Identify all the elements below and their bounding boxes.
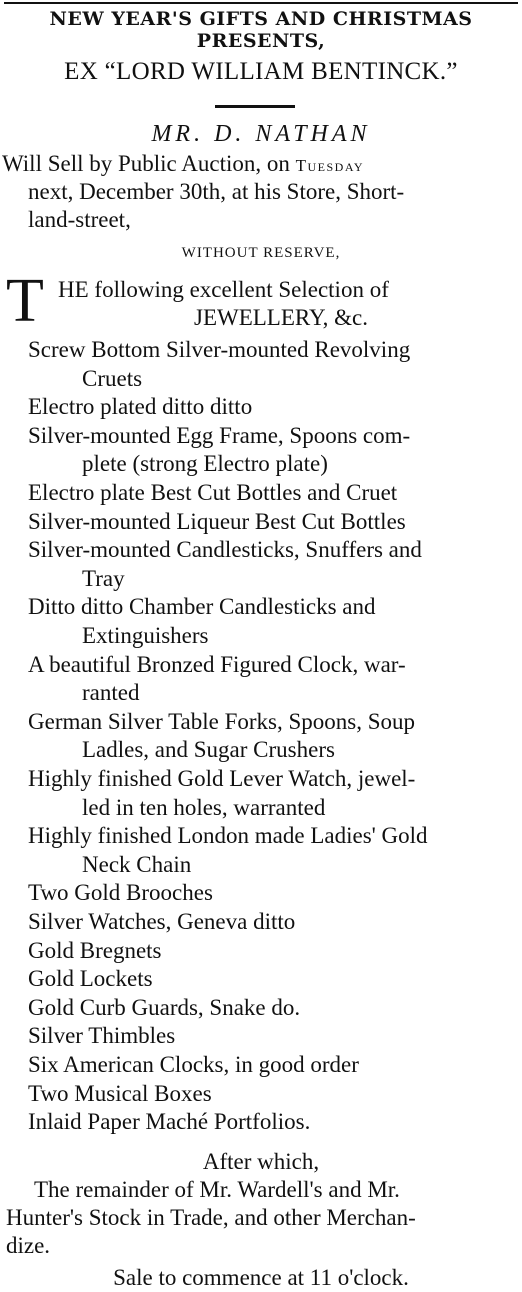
list-item: A beautiful Bronzed Figured Clock, war-	[28, 652, 406, 677]
list-item: Gold Bregnets	[28, 938, 162, 963]
sale-notice-line-3: land-street,	[28, 207, 131, 232]
list-item-continuation: plete (strong Electro plate)	[82, 451, 328, 476]
list-item: Inlaid Paper Maché Portfolios.	[28, 1109, 311, 1134]
list-item: Silver Watches, Geneva ditto	[28, 909, 296, 934]
list-item: Silver-mounted Egg Frame, Spoons com-	[28, 423, 411, 448]
list-item: Gold Curb Guards, Snake do.	[28, 995, 301, 1020]
list-item: Electro plated ditto ditto	[28, 394, 253, 419]
without-reserve: WITHOUT RESERVE,	[181, 245, 341, 261]
closing-line-3: dize.	[6, 1233, 51, 1258]
sale-notice-line-2: next, December 30th, at his Store, Short-	[28, 179, 405, 204]
list-item: Highly finished Gold Lever Watch, jewel-	[28, 766, 416, 791]
list-item-continuation: Cruets	[82, 366, 143, 391]
list-item: Silver Thimbles	[28, 1023, 176, 1048]
headline-line-1: NEW YEAR'S GIFTS AND CHRISTMAS	[49, 8, 473, 30]
closing-line-1: The remainder of Mr. Wardell's and Mr.	[34, 1177, 400, 1202]
list-item: Silver-mounted Candlesticks, Snuffers and	[28, 537, 422, 562]
auctioneer-name: MR. D. NATHAN	[151, 121, 371, 147]
sale-notice-line-1	[2, 150, 364, 180]
drop-cap: T	[6, 267, 44, 335]
divider-rule	[215, 105, 295, 108]
ship-name: EX “LORD WILLIAM BENTINCK.”	[64, 58, 458, 85]
list-item-continuation: led in ten holes, warranted	[82, 795, 326, 820]
top-rule	[4, 2, 518, 4]
intro-line-1: HE following excellent Selection of	[58, 277, 389, 302]
list-item: Two Gold Brooches	[28, 880, 213, 905]
list-item: Ditto ditto Chamber Candlesticks and	[28, 594, 376, 619]
list-item: Gold Lockets	[28, 966, 153, 991]
intro-line-2: JEWELLERY, &c.	[194, 305, 368, 330]
list-item-continuation: Extinguishers	[82, 623, 209, 648]
list-item: Six American Clocks, in good order	[28, 1052, 359, 1077]
list-item: Highly finished London made Ladies' Gold	[28, 823, 428, 848]
sale-time: Sale to commence at 11 o'clock.	[113, 1265, 409, 1290]
list-item: Screw Bottom Silver-mounted Revolving	[28, 337, 411, 362]
list-item-continuation: Neck Chain	[82, 852, 192, 877]
sale-day: Tuesday	[295, 156, 365, 175]
list-item: Two Musical Boxes	[28, 1081, 212, 1106]
sale-notice-text: Will Sell by Public Auction, on	[2, 151, 296, 176]
after-which: After which,	[202, 1149, 320, 1174]
list-item: Electro plate Best Cut Bottles and Cruet	[28, 480, 398, 505]
list-item-continuation: Tray	[82, 566, 125, 591]
list-item: German Silver Table Forks, Spoons, Soup	[28, 709, 416, 734]
list-item: Silver-mounted Liqueur Best Cut Bottles	[28, 509, 406, 534]
closing-line-2: Hunter's Stock in Trade, and other Merchan-	[6, 1205, 416, 1230]
list-item-continuation: ranted	[82, 680, 140, 705]
list-item-continuation: Ladles, and Sugar Crushers	[82, 737, 335, 762]
headline-line-2: PRESENTS,	[196, 30, 326, 52]
